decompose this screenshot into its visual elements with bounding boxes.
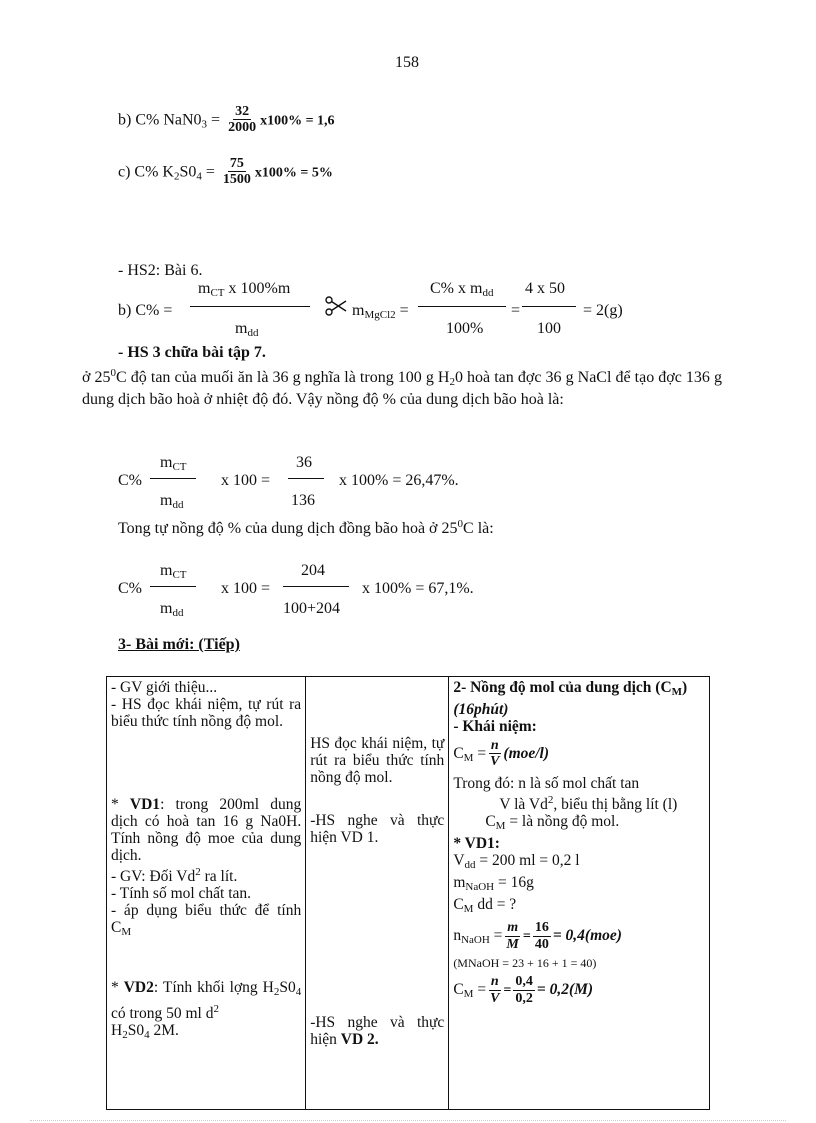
concentration-title [453,679,705,718]
cm-letter: C [453,981,464,999]
concept-label: - Khái niệm: [453,718,537,735]
sup: 2 [213,1003,219,1015]
para-part: 0 hoà tan đợc 36 g NaCl để tạo đợc 136 g dung dịch bão hoà ở nhiệt độ đó. Vậy nồng độ % của dung dịch bão hoà là: [82,369,722,408]
gv-convert [111,864,301,885]
col2-bold: VD 2. [340,1031,379,1048]
eq-tail: x100% = 5% [254,165,333,181]
apply-formula [111,902,301,941]
fraction [488,974,501,1007]
eq-nacl-num2: 36 [296,454,312,471]
cmdd-line [453,896,705,918]
v-part: , biểu thị bằng lít (l) [553,796,678,814]
cm-part: C [485,813,496,831]
para-part: ở 25 [82,369,111,386]
num-rest: x 100%m [224,280,291,297]
sub: 2 [122,1029,128,1041]
vdd-line [453,852,705,874]
numerator: 32 [235,104,250,119]
h2-sub: 2 [449,376,455,388]
numerator: n [490,974,499,990]
num-m: m [160,562,173,579]
vd2-part: có trong 50 ml d [111,1005,214,1022]
sub: NaOH [465,881,495,894]
mnaoh-line [453,874,705,896]
hs2-den3: 100 [537,320,561,337]
similar-part: C là: [463,520,494,537]
vdd-part: = 200 ml = 0,2 l [475,852,580,870]
cm-part: C [453,896,464,914]
eq: = [473,745,487,763]
denominator: 40 [534,936,549,952]
hs2-title: - HS2: Bài 6. [118,262,203,279]
sub: M [463,988,474,1001]
hs-vd2-col2 [310,1014,444,1048]
sub: NaOH [461,934,490,947]
cell-content [310,735,444,1107]
hs2-num3: 4 x 50 [525,280,565,297]
calc-mol: - Tính số mol chất tan. [111,885,252,902]
denominator: V [490,990,500,1006]
vd2-part: S0 [279,979,296,996]
v-part: V là Vd [499,796,548,814]
eq-sub: 2 [173,170,180,183]
sub: 4 [295,986,302,998]
table-cell-content [449,677,710,1110]
fraction-bar [522,306,576,307]
lesson-table [106,676,710,1110]
sub: M [495,820,506,833]
gv-part: ra lít. [200,868,238,885]
molar-mass: (MNaOH = 23 + 16 + 1 = 40) [453,956,597,971]
sub: M [671,686,683,698]
cm-explain [453,813,705,835]
eq: = [489,927,503,945]
equation-nano3 [118,104,335,137]
fraction-bar [150,478,196,479]
eq-nacl-tail: x 100% = 26,47%. [339,472,459,489]
sub: M [463,903,474,916]
cm-result: = 0,2(M) [536,981,594,999]
sub: M [463,752,474,765]
eq: = [473,981,487,999]
table-row [107,677,710,1110]
vd2-part: S0 [127,1022,145,1039]
hs2-num2 [430,280,493,299]
m-part: = 16g [494,874,534,892]
cm-letter: C [453,745,464,763]
numerator: 0,4 [515,974,533,990]
n-calc: $n_{NaOH}$ = $\frac{m}{M}$ = $\frac{16}{40}$ = 0,4(moe) [453,920,622,952]
eq-cu-prefix: C% [118,580,142,597]
fraction-bar [190,306,310,307]
hs2-den2: 100% [446,320,484,337]
cell-content [453,679,705,1051]
numerator: n [490,738,499,753]
hs-vd1-col2: -HS nghe và thực hiện VD 1. [310,812,445,846]
m-letter: m [352,302,365,319]
eq-cu-mid: x 100 = [221,580,271,597]
fraction [533,920,551,953]
denominator: 0,2 [515,990,533,1006]
v-explain [453,792,705,813]
num-m: m [198,280,211,297]
fraction-bar [150,586,196,587]
hs2-eq2: = [511,302,521,319]
eq-nacl-mid: x 100 = [221,472,271,489]
table-cell-activities [107,677,306,1110]
eq-nacl-prefix: C% [118,472,142,489]
denominator: 1500 [222,172,251,188]
num-sub: CT [172,569,187,581]
hs3-title: - HS 3 chữa bài tập 7. [118,344,266,361]
den-m: m [235,320,248,337]
eq-sub: 3 [201,118,208,131]
sub: 4 [144,1029,150,1041]
numerator: 75 [229,156,244,171]
eq-sub: 4 [196,170,202,183]
degree-sup: 0 [110,367,117,379]
hs-read-col2: HS đọc khái niệm, tự rút ra biểu thức tính nồng độ mol. [310,735,445,786]
den-m: m [160,600,173,617]
equation-k2so4 [118,156,333,189]
hs2-den1 [235,320,258,339]
title-part: ) [682,679,688,696]
star: * [111,796,130,813]
denominator: M [506,936,519,952]
hs2-result: = 2(g) [583,302,623,319]
num2-text: C% x m [430,280,483,297]
den-m: m [160,492,173,509]
hs2-b-label: b) C% = [118,302,173,319]
n-result: = 0,4(moe) [552,927,622,945]
fraction [513,974,535,1007]
vd1-text [111,796,301,864]
table-cell-student [306,677,449,1110]
fraction-bar [283,586,349,587]
num-sub: CT [172,461,187,473]
page-number: 158 [395,54,419,71]
eq-cu-num [160,562,187,581]
den-sub: dd [172,499,184,511]
fraction [504,920,520,953]
cm-formula [453,738,705,771]
m-eq: = [395,302,409,319]
sup: 2 [547,794,554,807]
n-letter: n [453,927,462,945]
vd2-part: : Tính khối lợng H [153,979,274,996]
sub: 2 [273,986,280,998]
eq-cu-tail: x 100% = 67,1%. [362,580,474,597]
eq-cu-den [160,600,183,619]
den-sub: dd [172,607,184,619]
title-time: (16phút) [453,701,509,718]
line-similar [118,518,494,538]
similar-part: Tong tự nồng độ % của dung dịch đồng bão hoà ở 25 [118,520,458,537]
fraction [221,156,253,189]
col2-part: -HS nghe và thực hiện [310,1014,445,1048]
sub: dd [464,859,476,872]
hs3-paragraph [82,365,722,408]
eq-tail: x100% = 1,6 [260,113,335,129]
num-sub: CT [210,287,225,299]
gv-intro: - GV giới thiệu... [111,679,218,696]
den-sub: dd [247,327,259,339]
hs2-num1 [198,280,290,299]
vd2-end [111,1022,301,1044]
eq-cu-den2: 100+204 [283,600,341,617]
eq-mid: S0 [179,163,197,181]
sub: M [121,926,132,938]
section-heading: 3- Bài mới: (Tiếp) [118,636,240,653]
denominator: V [490,754,500,770]
cm-part: dd = ? [473,896,517,914]
scissors-icon [325,296,347,316]
gv-part: - GV: Đối Vd [111,868,196,885]
title-part: 2- Nồng độ mol của dung dịch (C [453,679,672,696]
eq-sign: = [201,163,215,181]
where-text: Trong đó: n là số mol chất tan [453,775,640,793]
vdd-part: V [453,852,465,870]
num-m: m [160,454,173,471]
vd2-part: H [111,1022,123,1039]
vd1-heading: * VD1: [453,835,500,853]
eq-label: c) C% K [118,163,174,181]
eq-nacl-den [160,492,183,511]
sup: 2 [195,866,201,878]
eq-sign: = [207,111,221,129]
eq-cu-num2: 204 [301,562,325,579]
cm-calc: $C_M$ = $\frac{n}{V}$ = $\frac{0,4}{0,2}$ = 0,2(M) [453,974,594,1006]
eq-nacl-den2: 136 [291,492,315,509]
vd2-text [111,979,301,1022]
star: * [111,979,124,996]
numerator: 16 [534,920,549,936]
denominator: 2000 [228,120,257,136]
vd1-label: VD1 [129,796,161,813]
fraction-bar [288,478,324,479]
hs-read: - HS đọc khái niệm, tự rút ra biểu thức tính nồng độ mol. [111,696,302,730]
fraction-bar [418,306,506,307]
eq-nacl-num [160,454,187,473]
m-sub: MgCl2 [364,309,396,321]
para-part: C độ tan của muối ăn là 36 g nghĩa là trong 100 g H [116,369,450,386]
eq-label: b) C% NaN0 [118,111,202,129]
hs2-m-label [352,302,409,321]
vd1-rest: : trong 200ml dung dịch có hoà tan 16 g Na0H. Tính nồng độ moe của dung dịch. [111,796,302,864]
degree-sup: 0 [457,518,464,530]
vd2-label: VD2 [123,979,154,996]
numerator: m [507,920,519,936]
fraction [226,104,258,137]
apply-part: - áp dụng biểu thức để tính C [111,902,302,936]
m-part: m [453,874,466,892]
fraction [488,738,501,771]
cm-unit: (moe/l) [503,745,550,763]
vd2-part: 2M. [149,1022,179,1039]
cell-content [111,679,301,1051]
num2-sub: dd [482,287,494,299]
cm-part: = là nồng độ mol. [505,813,620,831]
page-divider [30,1120,786,1121]
